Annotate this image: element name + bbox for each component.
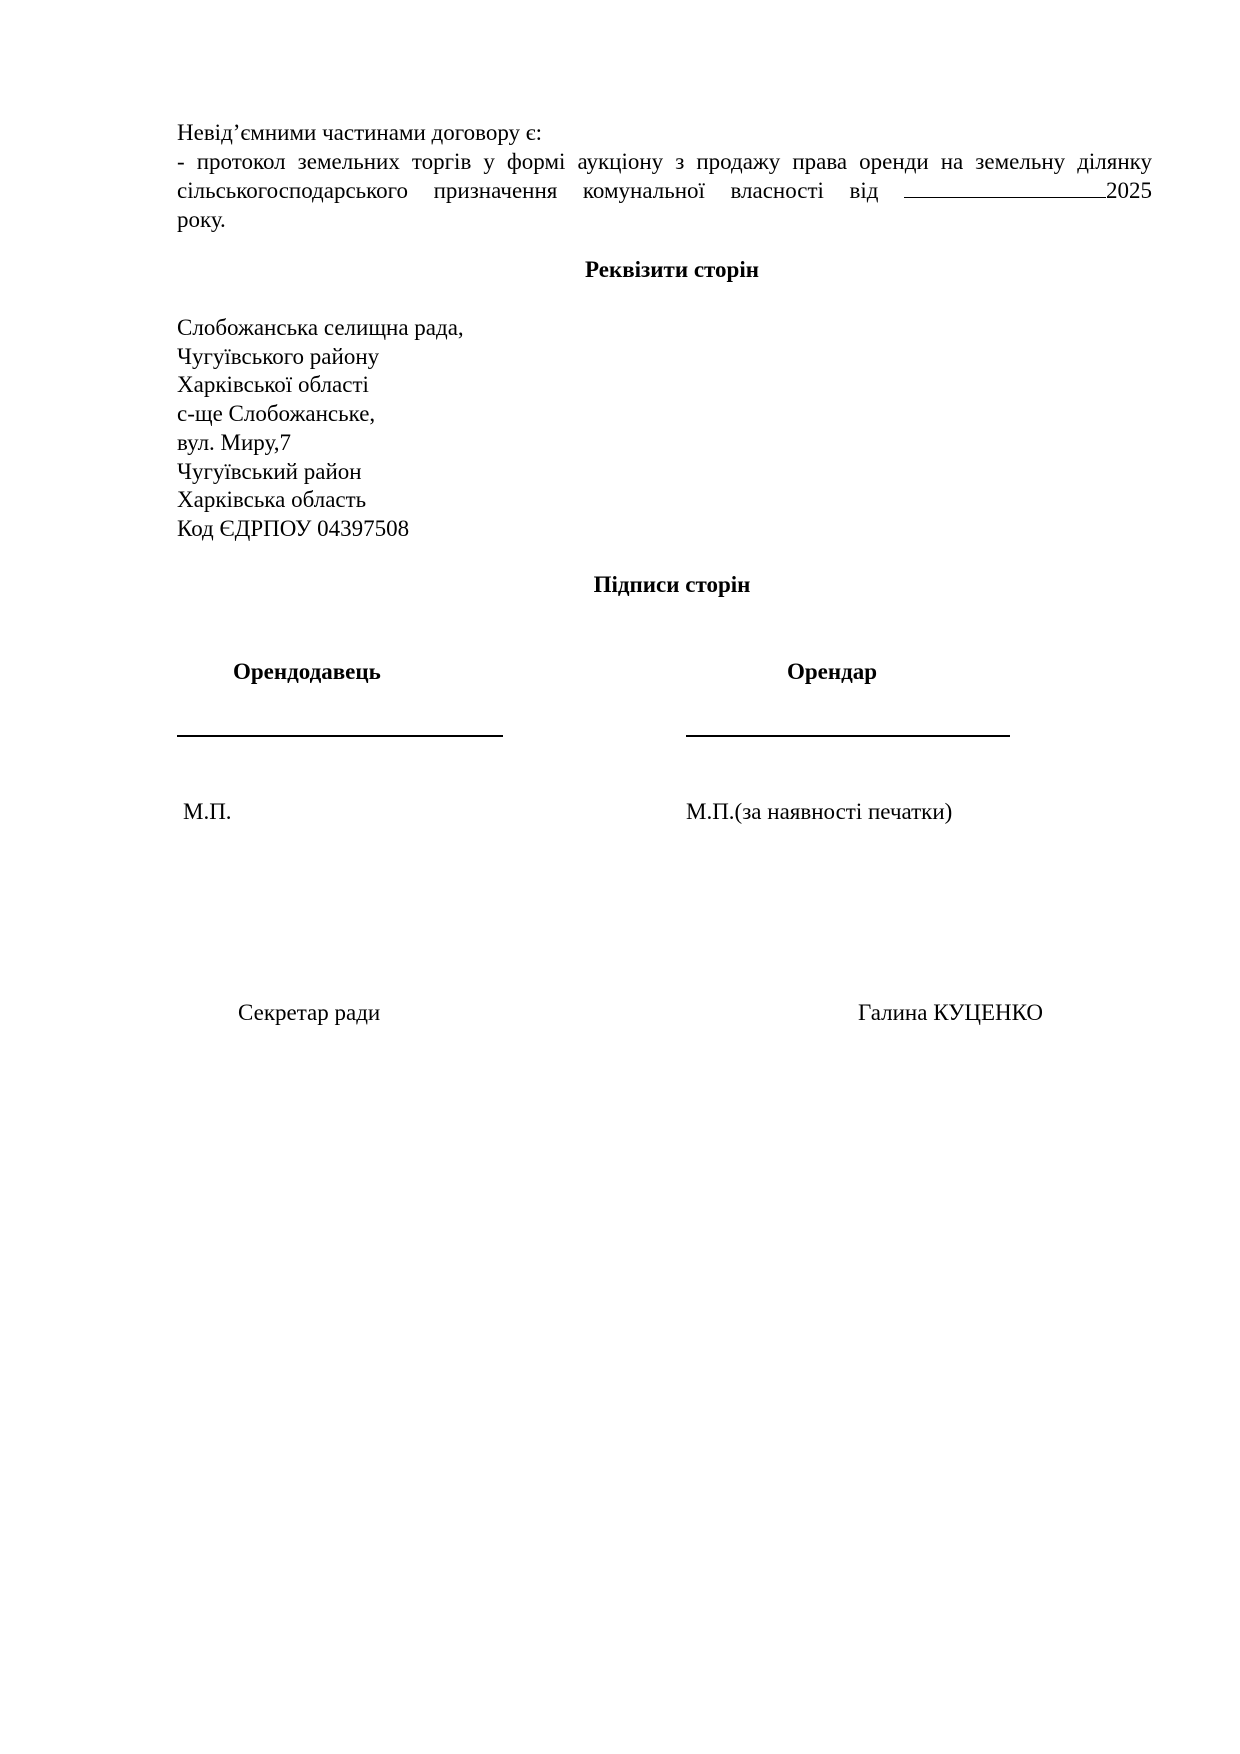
signatures-title: Підписи сторін xyxy=(593,572,751,597)
address-line: Код ЄДРПОУ 04397508 xyxy=(177,515,410,541)
address-line: вул. Миру,7 xyxy=(177,429,291,455)
lessor-label: Орендодавець xyxy=(233,659,381,684)
address-line: с-ще Слобожанське, xyxy=(177,401,376,427)
annex-item-line-1: - протокол земельних торгів у формі аукціону з продажу права оренди на земельну ділянку xyxy=(177,149,1152,174)
address-line: Чугуївський район xyxy=(177,458,362,484)
requisites-title: Реквізити сторін xyxy=(585,257,759,282)
annex-item-line-2 xyxy=(177,177,1152,205)
address-line: Слобожанська селищна рада, xyxy=(177,315,464,340)
lessee-label: Орендар xyxy=(787,659,878,684)
annex-item-line-3: року. xyxy=(177,207,226,232)
address-line: Харківська область xyxy=(177,487,367,513)
annex-year: 2025 xyxy=(1106,178,1153,203)
lessor-address-block xyxy=(177,314,464,544)
lessee-stamp-label: М.П.(за наявності печатки) xyxy=(686,799,953,824)
lessee-signature-line xyxy=(686,735,1010,737)
lessor-stamp-label: М.П. xyxy=(183,799,232,824)
address-line: Харківської області xyxy=(177,372,369,398)
secretary-name: Галина КУЦЕНКО xyxy=(858,1000,1043,1025)
address-line: Чугуївського району xyxy=(177,343,380,369)
annex-date-field xyxy=(904,178,1152,203)
date-blank xyxy=(904,177,1106,198)
lessor-signature-line xyxy=(177,735,503,737)
annex-item-line-2-text: сільськогосподарського призначення комунальної власності від xyxy=(177,178,879,203)
secretary-title: Секретар ради xyxy=(238,1000,381,1025)
annex-heading: Невід’ємними частинами договору є: xyxy=(177,120,543,145)
